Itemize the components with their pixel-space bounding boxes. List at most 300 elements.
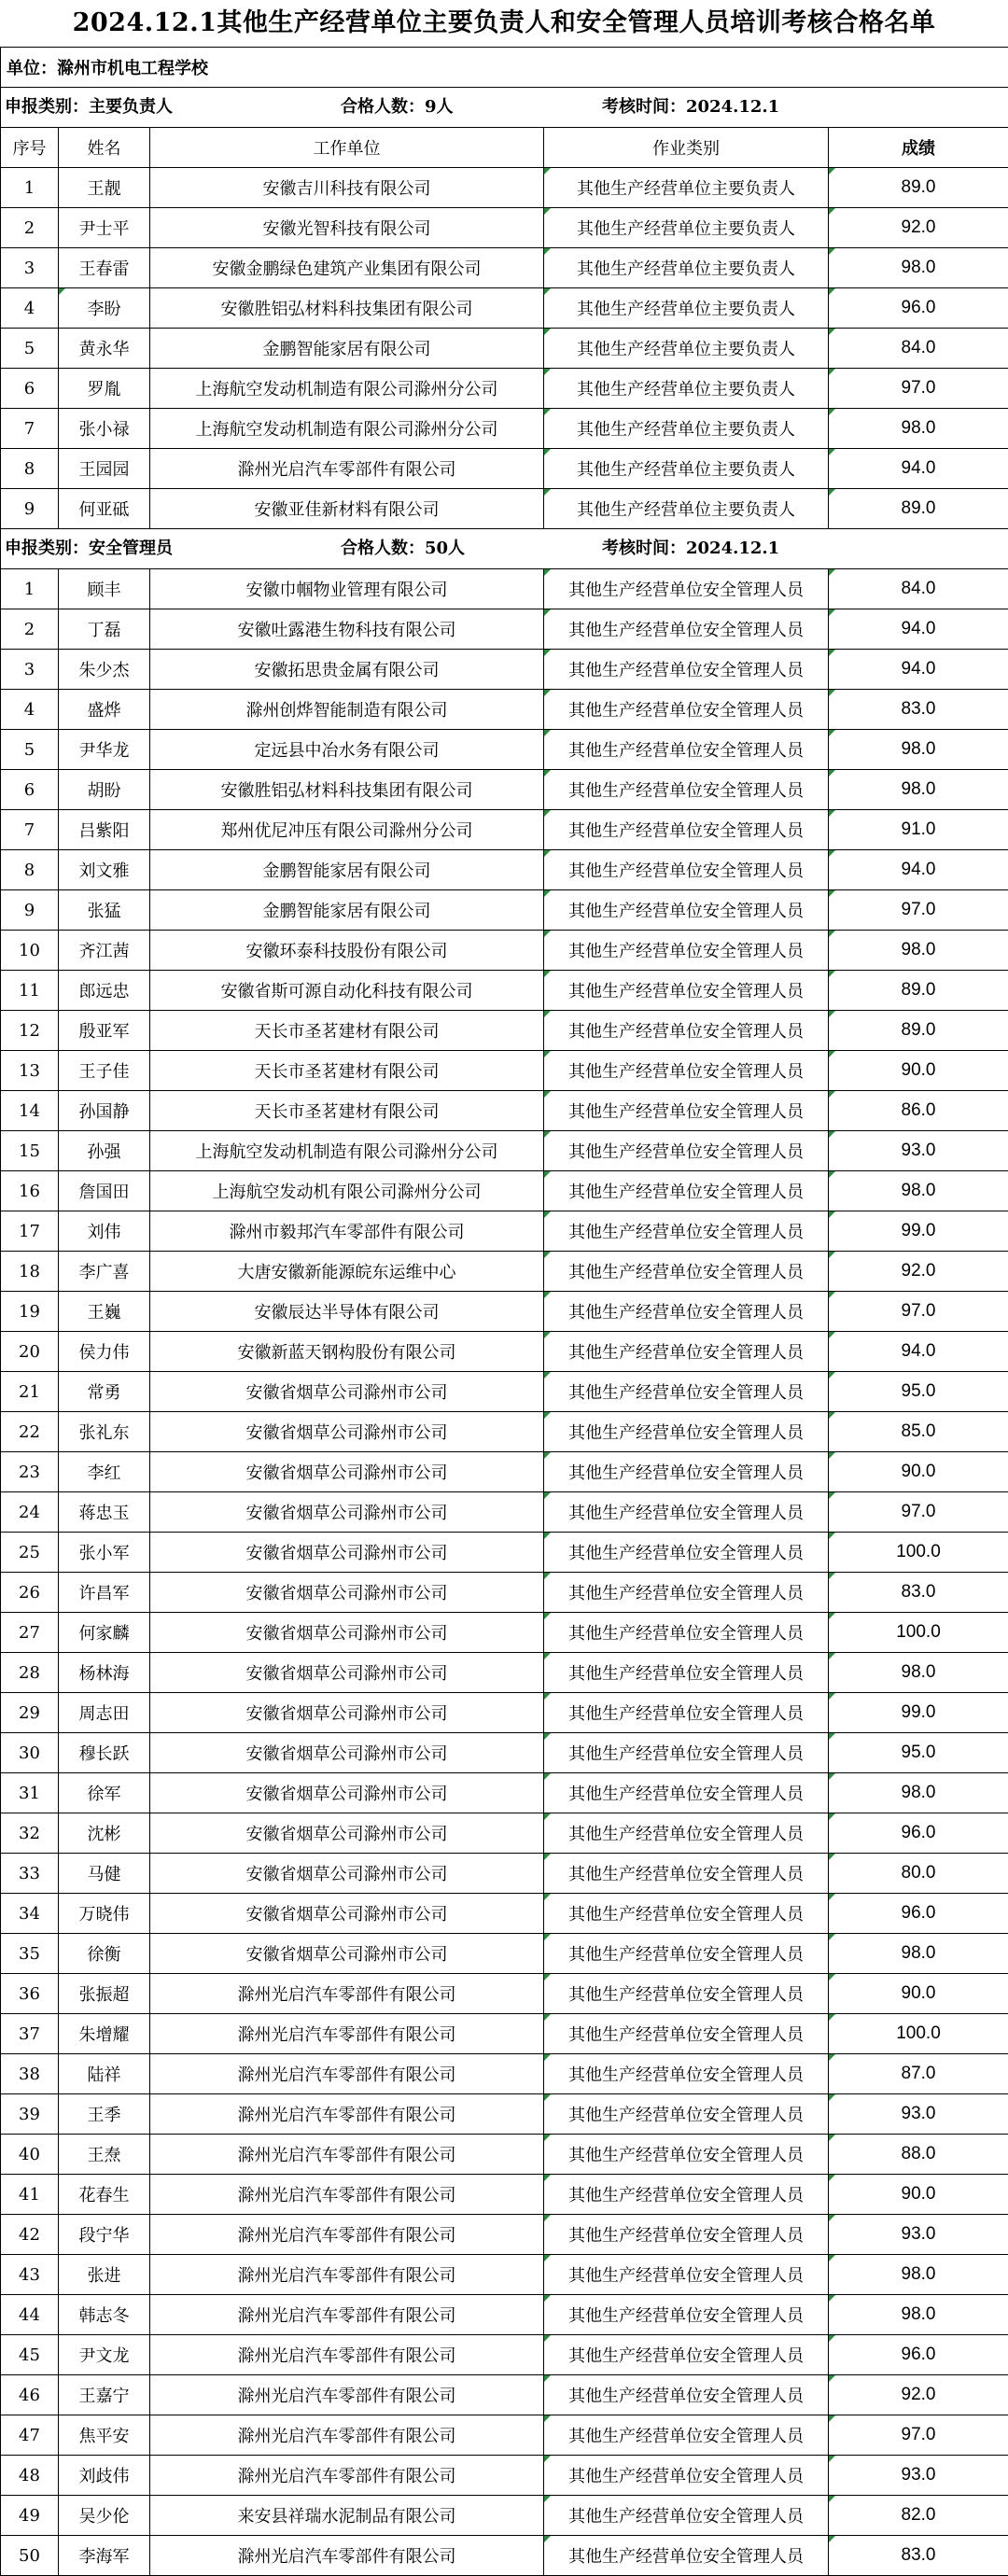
row-type: 其他生产经营单位主要负责人 <box>544 449 829 489</box>
row-score: 83.0 <box>829 690 1008 730</box>
header-no: 序号 <box>1 128 59 168</box>
row-score: 89.0 <box>829 971 1008 1011</box>
header-name: 姓名 <box>59 128 150 168</box>
row-score: 88.0 <box>829 2135 1008 2175</box>
table-row <box>1 730 1008 770</box>
row-no: 43 <box>1 2255 59 2295</box>
row-name: 王巍 <box>59 1292 150 1332</box>
row-name: 吴少伦 <box>59 2496 150 2536</box>
row-no: 47 <box>1 2415 59 2456</box>
row-no: 31 <box>1 1773 59 1813</box>
row-type: 其他生产经营单位安全管理人员 <box>544 1653 829 1693</box>
row-company: 滁州市毅邦汽车零部件有限公司 <box>150 1211 544 1252</box>
row-score: 89.0 <box>829 1011 1008 1051</box>
row-no: 41 <box>1 2175 59 2215</box>
row-score: 95.0 <box>829 1372 1008 1412</box>
table-row <box>1 1171 1008 1211</box>
row-no: 35 <box>1 1934 59 1974</box>
table-row <box>1 850 1008 890</box>
row-no: 20 <box>1 1332 59 1372</box>
row-score: 93.0 <box>829 2456 1008 2496</box>
row-name: 顾丰 <box>59 569 150 609</box>
row-name: 王靓 <box>59 168 150 208</box>
category-label: 申报类别：安全管理员 <box>5 529 173 568</box>
row-no: 15 <box>1 1131 59 1171</box>
row-name: 韩志冬 <box>59 2295 150 2335</box>
category-label: 申报类别：主要负责人 <box>5 88 173 127</box>
row-name: 张小禄 <box>59 409 150 449</box>
row-company: 安徽省烟草公司滁州市公司 <box>150 1613 544 1653</box>
category-row <box>1 529 1008 569</box>
row-name: 李红 <box>59 1452 150 1492</box>
row-company: 天长市圣茗建材有限公司 <box>150 1091 544 1131</box>
row-score: 98.0 <box>829 1773 1008 1813</box>
row-no: 8 <box>1 850 59 890</box>
row-company: 滁州光启汽车零部件有限公司 <box>150 2295 544 2335</box>
row-name: 齐江茜 <box>59 931 150 971</box>
row-type: 其他生产经营单位安全管理人员 <box>544 609 829 650</box>
row-score: 99.0 <box>829 1693 1008 1733</box>
row-type: 其他生产经营单位安全管理人员 <box>544 1011 829 1051</box>
row-score: 98.0 <box>829 248 1008 288</box>
row-no: 48 <box>1 2456 59 2496</box>
row-type: 其他生产经营单位安全管理人员 <box>544 770 829 810</box>
table-row <box>1 971 1008 1011</box>
table-row <box>1 2135 1008 2175</box>
row-name: 王季 <box>59 2094 150 2135</box>
row-type: 其他生产经营单位主要负责人 <box>544 168 829 208</box>
row-name: 张进 <box>59 2255 150 2295</box>
row-no: 50 <box>1 2536 59 2576</box>
row-score: 98.0 <box>829 770 1008 810</box>
row-company: 滁州光启汽车零部件有限公司 <box>150 2135 544 2175</box>
table-row <box>1 1452 1008 1492</box>
row-score: 98.0 <box>829 1171 1008 1211</box>
row-no: 49 <box>1 2496 59 2536</box>
row-type: 其他生产经营单位安全管理人员 <box>544 1573 829 1613</box>
row-score: 90.0 <box>829 2175 1008 2215</box>
row-name: 常勇 <box>59 1372 150 1412</box>
table-row <box>1 2335 1008 2375</box>
document-title: 2024.12.1其他生产经营单位主要负责人和安全管理人员培训考核合格名单 <box>0 0 1008 47</box>
row-company: 安徽省烟草公司滁州市公司 <box>150 1533 544 1573</box>
row-score: 89.0 <box>829 168 1008 208</box>
row-no: 4 <box>1 690 59 730</box>
row-score: 80.0 <box>829 1854 1008 1894</box>
row-score: 91.0 <box>829 810 1008 850</box>
category-row <box>1 88 1008 128</box>
row-company: 金鹏智能家居有限公司 <box>150 890 544 931</box>
row-no: 7 <box>1 409 59 449</box>
row-no: 38 <box>1 2054 59 2094</box>
table-row <box>1 1332 1008 1372</box>
row-type: 其他生产经营单位安全管理人员 <box>544 2415 829 2456</box>
row-name: 徐军 <box>59 1773 150 1813</box>
row-company: 安徽省烟草公司滁州市公司 <box>150 1492 544 1533</box>
row-company: 天长市圣茗建材有限公司 <box>150 1051 544 1091</box>
row-company: 上海航空发动机制造有限公司滁州分公司 <box>150 409 544 449</box>
exam-date: 考核时间：2024.12.1 <box>602 88 779 127</box>
row-type: 其他生产经营单位安全管理人员 <box>544 1693 829 1733</box>
table-row <box>1 1974 1008 2014</box>
row-no: 10 <box>1 931 59 971</box>
row-no: 26 <box>1 1573 59 1613</box>
row-no: 21 <box>1 1372 59 1412</box>
row-score: 100.0 <box>829 2014 1008 2054</box>
table-row <box>1 2295 1008 2335</box>
table-row <box>1 650 1008 690</box>
row-name: 王春雷 <box>59 248 150 288</box>
row-type: 其他生产经营单位安全管理人员 <box>544 2215 829 2255</box>
row-score: 98.0 <box>829 409 1008 449</box>
category-cell <box>1 88 1008 128</box>
row-type: 其他生产经营单位主要负责人 <box>544 409 829 449</box>
row-score: 94.0 <box>829 1332 1008 1372</box>
row-company: 滁州光启汽车零部件有限公司 <box>150 2014 544 2054</box>
table-row <box>1 1693 1008 1733</box>
row-no: 5 <box>1 730 59 770</box>
row-type: 其他生产经营单位安全管理人员 <box>544 2014 829 2054</box>
row-company: 郑州优尼冲压有限公司滁州分公司 <box>150 810 544 850</box>
row-type: 其他生产经营单位安全管理人员 <box>544 2536 829 2576</box>
row-no: 29 <box>1 1693 59 1733</box>
table-row <box>1 810 1008 850</box>
row-no: 46 <box>1 2375 59 2415</box>
row-name: 王园园 <box>59 449 150 489</box>
table-row <box>1 2255 1008 2295</box>
row-type: 其他生产经营单位安全管理人员 <box>544 2456 829 2496</box>
row-score: 94.0 <box>829 609 1008 650</box>
row-company: 安徽省烟草公司滁州市公司 <box>150 1733 544 1773</box>
row-type: 其他生产经营单位安全管理人员 <box>544 1613 829 1653</box>
row-name: 殷亚军 <box>59 1011 150 1051</box>
row-score: 97.0 <box>829 1492 1008 1533</box>
row-name: 杨林海 <box>59 1653 150 1693</box>
row-name: 段宁华 <box>59 2215 150 2255</box>
table-row <box>1 1051 1008 1091</box>
row-no: 25 <box>1 1533 59 1573</box>
row-score: 82.0 <box>829 2496 1008 2536</box>
row-no: 34 <box>1 1894 59 1934</box>
table-row <box>1 1372 1008 1412</box>
row-company: 滁州光启汽车零部件有限公司 <box>150 2094 544 2135</box>
row-name: 孙强 <box>59 1131 150 1171</box>
row-score: 98.0 <box>829 1653 1008 1693</box>
row-no: 37 <box>1 2014 59 2054</box>
row-type: 其他生产经营单位安全管理人员 <box>544 2175 829 2215</box>
row-company: 天长市圣茗建材有限公司 <box>150 1011 544 1051</box>
row-type: 其他生产经营单位安全管理人员 <box>544 569 829 609</box>
row-type: 其他生产经营单位安全管理人员 <box>544 971 829 1011</box>
row-company: 安徽省斯可源自动化科技有限公司 <box>150 971 544 1011</box>
row-type: 其他生产经营单位安全管理人员 <box>544 650 829 690</box>
row-type: 其他生产经营单位安全管理人员 <box>544 1131 829 1171</box>
row-no: 7 <box>1 810 59 850</box>
category-cell <box>1 529 1008 569</box>
row-company: 安徽省烟草公司滁州市公司 <box>150 1452 544 1492</box>
row-company: 安徽胜铝弘材料科技集团有限公司 <box>150 770 544 810</box>
roster-table <box>0 47 1008 2576</box>
row-type: 其他生产经营单位安全管理人员 <box>544 2255 829 2295</box>
row-name: 李广喜 <box>59 1252 150 1292</box>
table-row <box>1 770 1008 810</box>
row-no: 11 <box>1 971 59 1011</box>
row-score: 98.0 <box>829 730 1008 770</box>
row-no: 28 <box>1 1653 59 1693</box>
row-company: 安徽省烟草公司滁州市公司 <box>150 1813 544 1854</box>
table-row <box>1 2456 1008 2496</box>
table-row <box>1 1211 1008 1252</box>
table-row <box>1 2014 1008 2054</box>
row-no: 32 <box>1 1813 59 1854</box>
row-type: 其他生产经营单位安全管理人员 <box>544 890 829 931</box>
row-no: 13 <box>1 1051 59 1091</box>
row-type: 其他生产经营单位安全管理人员 <box>544 1974 829 2014</box>
row-score: 100.0 <box>829 1613 1008 1653</box>
row-company: 安徽光智科技有限公司 <box>150 208 544 248</box>
row-type: 其他生产经营单位安全管理人员 <box>544 1412 829 1452</box>
row-score: 92.0 <box>829 2375 1008 2415</box>
row-score: 92.0 <box>829 208 1008 248</box>
table-row <box>1 1773 1008 1813</box>
table-row <box>1 1934 1008 1974</box>
pass-count: 合格人数：9人 <box>341 88 454 127</box>
row-name: 黄永华 <box>59 329 150 369</box>
row-name: 万晓伟 <box>59 1894 150 1934</box>
row-no: 18 <box>1 1252 59 1292</box>
table-row <box>1 690 1008 730</box>
row-score: 90.0 <box>829 1051 1008 1091</box>
table-row <box>1 1613 1008 1653</box>
row-score: 93.0 <box>829 2094 1008 2135</box>
row-score: 97.0 <box>829 369 1008 409</box>
table-row <box>1 449 1008 489</box>
row-name: 张小军 <box>59 1533 150 1573</box>
row-company: 定远县中冶水务有限公司 <box>150 730 544 770</box>
table-row <box>1 1131 1008 1171</box>
row-name: 胡盼 <box>59 770 150 810</box>
row-company: 上海航空发动机制造有限公司滁州分公司 <box>150 1131 544 1171</box>
row-no: 3 <box>1 650 59 690</box>
row-name: 何家麟 <box>59 1613 150 1653</box>
table-row <box>1 288 1008 329</box>
row-score: 89.0 <box>829 489 1008 529</box>
row-no: 3 <box>1 248 59 288</box>
row-company: 安徽胜铝弘材料科技集团有限公司 <box>150 288 544 329</box>
row-type: 其他生产经营单位安全管理人员 <box>544 2054 829 2094</box>
row-type: 其他生产经营单位安全管理人员 <box>544 1211 829 1252</box>
row-company: 安徽省烟草公司滁州市公司 <box>150 1934 544 1974</box>
table-row <box>1 208 1008 248</box>
row-no: 17 <box>1 1211 59 1252</box>
row-type: 其他生产经营单位主要负责人 <box>544 248 829 288</box>
table-row <box>1 1813 1008 1854</box>
table-row <box>1 1292 1008 1332</box>
row-name: 朱增耀 <box>59 2014 150 2054</box>
row-name: 刘文雅 <box>59 850 150 890</box>
row-name: 陆祥 <box>59 2054 150 2094</box>
row-name: 蒋忠玉 <box>59 1492 150 1533</box>
table-row <box>1 168 1008 208</box>
row-type: 其他生产经营单位安全管理人员 <box>544 1773 829 1813</box>
row-name: 马健 <box>59 1854 150 1894</box>
table-row <box>1 1653 1008 1693</box>
row-name: 王焘 <box>59 2135 150 2175</box>
row-name: 张振超 <box>59 1974 150 2014</box>
row-type: 其他生产经营单位安全管理人员 <box>544 1252 829 1292</box>
row-type: 其他生产经营单位安全管理人员 <box>544 1051 829 1091</box>
row-score: 92.0 <box>829 1252 1008 1292</box>
category-wrap <box>5 88 1008 127</box>
table-row <box>1 1733 1008 1773</box>
row-name: 尹士平 <box>59 208 150 248</box>
row-type: 其他生产经营单位主要负责人 <box>544 329 829 369</box>
row-score: 97.0 <box>829 890 1008 931</box>
row-company: 安徽吉川科技有限公司 <box>150 168 544 208</box>
table-row <box>1 2054 1008 2094</box>
table-row <box>1 1854 1008 1894</box>
row-company: 安徽省烟草公司滁州市公司 <box>150 1854 544 1894</box>
row-no: 2 <box>1 609 59 650</box>
row-score: 94.0 <box>829 449 1008 489</box>
row-company: 金鹏智能家居有限公司 <box>150 850 544 890</box>
row-company: 安徽省烟草公司滁州市公司 <box>150 1412 544 1452</box>
row-score: 98.0 <box>829 2255 1008 2295</box>
row-score: 94.0 <box>829 850 1008 890</box>
row-no: 2 <box>1 208 59 248</box>
roster-table-body <box>1 48 1008 2576</box>
row-score: 100.0 <box>829 1533 1008 1573</box>
row-no: 23 <box>1 1452 59 1492</box>
table-row <box>1 369 1008 409</box>
row-type: 其他生产经营单位安全管理人员 <box>544 2375 829 2415</box>
table-row <box>1 1894 1008 1934</box>
row-type: 其他生产经营单位安全管理人员 <box>544 2135 829 2175</box>
row-company: 安徽省烟草公司滁州市公司 <box>150 1372 544 1412</box>
row-name: 孙国静 <box>59 1091 150 1131</box>
row-type: 其他生产经营单位安全管理人员 <box>544 1452 829 1492</box>
row-no: 16 <box>1 1171 59 1211</box>
row-company: 安徽辰达半导体有限公司 <box>150 1292 544 1332</box>
row-name: 焦平安 <box>59 2415 150 2456</box>
row-no: 42 <box>1 2215 59 2255</box>
row-no: 40 <box>1 2135 59 2175</box>
row-no: 44 <box>1 2295 59 2335</box>
row-type: 其他生产经营单位安全管理人员 <box>544 1372 829 1412</box>
table-row <box>1 931 1008 971</box>
row-score: 83.0 <box>829 1573 1008 1613</box>
table-row <box>1 2094 1008 2135</box>
row-company: 滁州光启汽车零部件有限公司 <box>150 2255 544 2295</box>
table-row <box>1 2215 1008 2255</box>
row-name: 张礼东 <box>59 1412 150 1452</box>
row-name: 朱少杰 <box>59 650 150 690</box>
row-score: 93.0 <box>829 2215 1008 2255</box>
table-row <box>1 2175 1008 2215</box>
row-type: 其他生产经营单位安全管理人员 <box>544 2496 829 2536</box>
row-name: 花春生 <box>59 2175 150 2215</box>
table-row <box>1 1573 1008 1613</box>
table-row <box>1 1533 1008 1573</box>
table-row <box>1 1011 1008 1051</box>
row-type: 其他生产经营单位安全管理人员 <box>544 931 829 971</box>
row-score: 95.0 <box>829 1733 1008 1773</box>
row-company: 滁州光启汽车零部件有限公司 <box>150 449 544 489</box>
row-name: 詹国田 <box>59 1171 150 1211</box>
header-type: 作业类别 <box>544 128 829 168</box>
table-row <box>1 1091 1008 1131</box>
row-name: 李海军 <box>59 2536 150 2576</box>
row-company: 滁州光启汽车零部件有限公司 <box>150 2175 544 2215</box>
row-name: 许昌军 <box>59 1573 150 1613</box>
row-no: 19 <box>1 1292 59 1332</box>
row-score: 90.0 <box>829 1974 1008 2014</box>
row-no: 27 <box>1 1613 59 1653</box>
row-type: 其他生产经营单位安全管理人员 <box>544 1091 829 1131</box>
row-no: 30 <box>1 1733 59 1773</box>
row-company: 安徽省烟草公司滁州市公司 <box>150 1693 544 1733</box>
row-no: 9 <box>1 489 59 529</box>
row-company: 滁州创烨智能制造有限公司 <box>150 690 544 730</box>
row-score: 96.0 <box>829 288 1008 329</box>
row-name: 何亚砥 <box>59 489 150 529</box>
row-no: 8 <box>1 449 59 489</box>
row-score: 90.0 <box>829 1452 1008 1492</box>
row-type: 其他生产经营单位安全管理人员 <box>544 1292 829 1332</box>
row-type: 其他生产经营单位安全管理人员 <box>544 850 829 890</box>
row-no: 1 <box>1 569 59 609</box>
row-score: 98.0 <box>829 931 1008 971</box>
row-name: 侯力伟 <box>59 1332 150 1372</box>
row-score: 86.0 <box>829 1091 1008 1131</box>
row-company: 安徽巾帼物业管理有限公司 <box>150 569 544 609</box>
row-type: 其他生产经营单位安全管理人员 <box>544 1854 829 1894</box>
row-company: 滁州光启汽车零部件有限公司 <box>150 2536 544 2576</box>
row-type: 其他生产经营单位安全管理人员 <box>544 1492 829 1533</box>
row-no: 14 <box>1 1091 59 1131</box>
row-company: 金鹏智能家居有限公司 <box>150 329 544 369</box>
row-score: 96.0 <box>829 2335 1008 2375</box>
table-row <box>1 329 1008 369</box>
row-no: 33 <box>1 1854 59 1894</box>
table-row <box>1 890 1008 931</box>
row-company: 安徽亚佳新材料有限公司 <box>150 489 544 529</box>
row-no: 9 <box>1 890 59 931</box>
row-score: 98.0 <box>829 1934 1008 1974</box>
row-type: 其他生产经营单位安全管理人员 <box>544 810 829 850</box>
row-type: 其他生产经营单位安全管理人员 <box>544 2094 829 2135</box>
row-no: 1 <box>1 168 59 208</box>
table-row <box>1 609 1008 650</box>
row-company: 滁州光启汽车零部件有限公司 <box>150 2456 544 2496</box>
row-company: 安徽新蓝天钢构股份有限公司 <box>150 1332 544 1372</box>
header-company: 工作单位 <box>150 128 544 168</box>
row-type: 其他生产经营单位安全管理人员 <box>544 1332 829 1372</box>
row-company: 大唐安徽新能源皖东运维中心 <box>150 1252 544 1292</box>
row-company: 来安县祥瑞水泥制品有限公司 <box>150 2496 544 2536</box>
row-type: 其他生产经营单位安全管理人员 <box>544 1733 829 1773</box>
unit-row <box>1 48 1008 88</box>
row-company: 安徽金鹏绿色建筑产业集团有限公司 <box>150 248 544 288</box>
row-company: 安徽吐露港生物科技有限公司 <box>150 609 544 650</box>
row-name: 丁磊 <box>59 609 150 650</box>
row-company: 滁州光启汽车零部件有限公司 <box>150 2415 544 2456</box>
row-company: 安徽拓思贵金属有限公司 <box>150 650 544 690</box>
row-score: 87.0 <box>829 2054 1008 2094</box>
category-wrap <box>5 529 1008 568</box>
table-row <box>1 409 1008 449</box>
row-score: 99.0 <box>829 1211 1008 1252</box>
